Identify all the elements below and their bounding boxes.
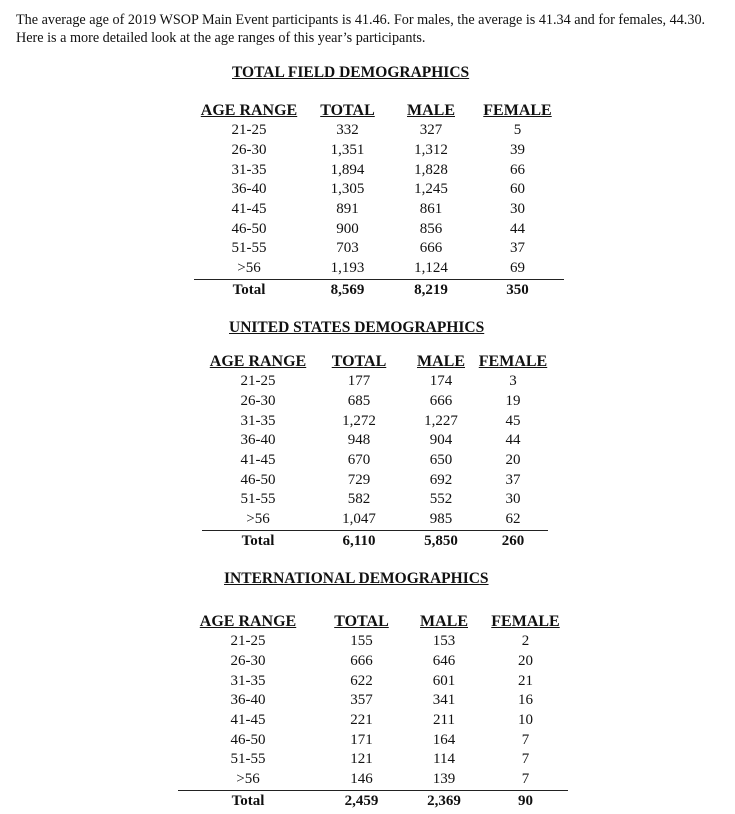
table-cell: 552 bbox=[429, 491, 453, 508]
table-cell: 3 bbox=[509, 373, 517, 390]
table-cell: 1,193 bbox=[304, 259, 391, 279]
table-row bbox=[194, 141, 564, 161]
table-cell: 45 bbox=[505, 412, 521, 429]
table-cell: 861 bbox=[419, 201, 443, 218]
table-cell: 37 bbox=[505, 471, 521, 488]
table-cell: 69 bbox=[471, 259, 564, 279]
table-cell: 44 bbox=[505, 432, 521, 449]
table-row bbox=[194, 200, 564, 220]
column-header: MALE bbox=[420, 612, 468, 630]
header-row bbox=[178, 611, 568, 632]
table-cell: 41-45 bbox=[240, 452, 276, 469]
table-row bbox=[178, 750, 568, 770]
table-cell: 856 bbox=[419, 220, 443, 237]
united-states-table bbox=[202, 351, 548, 552]
table-cell: 177 bbox=[347, 373, 371, 390]
column-header: AGE RANGE bbox=[200, 101, 298, 119]
table-row bbox=[202, 392, 548, 412]
international-table bbox=[178, 611, 568, 812]
table-cell: 1,227 bbox=[424, 412, 458, 429]
table-cell: 21 bbox=[518, 672, 533, 689]
table-row bbox=[178, 671, 568, 691]
total-field-title: TOTAL FIELD DEMOGRAPHICS bbox=[232, 64, 470, 81]
table-cell: 5 bbox=[513, 122, 522, 139]
total-cell: Total bbox=[232, 281, 266, 298]
table-cell: 670 bbox=[347, 452, 371, 469]
international-title: INTERNATIONAL DEMOGRAPHICS bbox=[224, 570, 489, 587]
table-cell: 729 bbox=[347, 471, 371, 488]
header-row bbox=[194, 100, 564, 121]
table-row bbox=[178, 770, 568, 790]
total-cell: 2,459 bbox=[344, 792, 379, 809]
table-cell: 1,828 bbox=[414, 161, 448, 178]
table-cell: 26-30 bbox=[240, 393, 276, 410]
total-cell: 6,110 bbox=[342, 532, 376, 549]
table-cell: 211 bbox=[433, 712, 455, 729]
total-cell: Total bbox=[231, 792, 265, 809]
table-cell: 146 bbox=[318, 770, 405, 790]
total-row bbox=[202, 530, 548, 552]
table-cell: 41-45 bbox=[230, 712, 266, 729]
table-cell: 171 bbox=[350, 731, 373, 748]
column-header: MALE bbox=[407, 101, 455, 119]
total-cell: 2,369 bbox=[427, 792, 461, 809]
table-cell: 30 bbox=[505, 491, 521, 508]
column-header: TOTAL bbox=[320, 101, 375, 119]
table-cell: 41-45 bbox=[231, 201, 267, 218]
table-cell: 31-35 bbox=[240, 412, 276, 429]
table-cell: 153 bbox=[432, 633, 456, 650]
table-cell: 21-25 bbox=[230, 633, 266, 650]
table-cell: 948 bbox=[347, 432, 371, 449]
table-cell: 39 bbox=[510, 142, 525, 159]
table-row bbox=[194, 239, 564, 259]
table-cell: 666 bbox=[419, 240, 443, 257]
table-cell: 666 bbox=[350, 653, 373, 670]
table-cell: 7 bbox=[521, 751, 530, 768]
table-cell: 36-40 bbox=[230, 692, 266, 709]
table-cell: 985 bbox=[404, 510, 478, 530]
table-cell: 174 bbox=[429, 373, 453, 390]
table-row bbox=[178, 691, 568, 711]
header-row bbox=[202, 351, 548, 372]
table-cell: 66 bbox=[510, 161, 525, 178]
total-field-table bbox=[194, 100, 564, 301]
table-cell: 26-30 bbox=[230, 653, 266, 670]
table-cell: 7 bbox=[483, 770, 568, 790]
table-row bbox=[194, 160, 564, 180]
total-cell: 5,850 bbox=[424, 532, 458, 549]
intro-paragraph: The average age of 2019 WSOP Main Event participants is 41.46. For males, the average is 41.34 and for females, 44.30. Here is a more detailed look at the age ranges of this year’s participants. bbox=[16, 12, 706, 46]
table-cell: >56 bbox=[202, 510, 314, 530]
table-cell: 1,312 bbox=[414, 142, 448, 159]
total-cell: 8,219 bbox=[414, 281, 448, 298]
table-cell: 10 bbox=[518, 712, 533, 729]
table-row bbox=[178, 711, 568, 731]
table-cell: 20 bbox=[518, 653, 533, 670]
table-row bbox=[194, 180, 564, 200]
table-cell: 46-50 bbox=[240, 471, 276, 488]
table-cell: 900 bbox=[336, 220, 359, 237]
table-cell: 51-55 bbox=[231, 240, 267, 257]
column-header: FEMALE bbox=[491, 612, 560, 630]
table-cell: 650 bbox=[429, 452, 453, 469]
table-cell: 51-55 bbox=[230, 751, 266, 768]
table-cell: 1,272 bbox=[342, 412, 376, 429]
table-cell: 19 bbox=[505, 393, 521, 410]
table-cell: 30 bbox=[510, 201, 525, 218]
table-cell: 666 bbox=[429, 393, 453, 410]
table-cell: 221 bbox=[350, 712, 373, 729]
table-cell: 20 bbox=[505, 452, 521, 469]
table-cell: 703 bbox=[336, 240, 359, 257]
table-cell: 114 bbox=[433, 751, 455, 768]
table-row bbox=[194, 259, 564, 279]
column-header: MALE bbox=[417, 352, 465, 370]
table-row bbox=[194, 219, 564, 239]
total-cell: 90 bbox=[518, 792, 533, 809]
table-cell: 26-30 bbox=[231, 142, 267, 159]
column-header: FEMALE bbox=[483, 101, 552, 119]
total-cell: 8,569 bbox=[330, 281, 365, 298]
united-states-title: UNITED STATES DEMOGRAPHICS bbox=[229, 319, 485, 336]
table-cell: 327 bbox=[419, 122, 443, 139]
table-cell: 1,351 bbox=[330, 142, 365, 159]
table-cell: 51-55 bbox=[240, 491, 276, 508]
table-cell: 357 bbox=[350, 692, 373, 709]
table-cell: 1,047 bbox=[314, 510, 404, 530]
table-row bbox=[202, 470, 548, 490]
table-row bbox=[202, 451, 548, 471]
table-row bbox=[194, 121, 564, 141]
table-cell: 139 bbox=[405, 770, 483, 790]
total-row bbox=[178, 790, 568, 812]
table-cell: 622 bbox=[350, 672, 373, 689]
table-cell: 31-35 bbox=[231, 161, 267, 178]
table-cell: 36-40 bbox=[231, 181, 267, 198]
table-cell: 164 bbox=[432, 731, 456, 748]
table-cell: 155 bbox=[350, 633, 373, 650]
table-cell: 646 bbox=[432, 653, 456, 670]
table-cell: 2 bbox=[521, 633, 530, 650]
table-cell: 21-25 bbox=[231, 122, 267, 139]
table-cell: 1,245 bbox=[414, 181, 448, 198]
column-header: AGE RANGE bbox=[209, 352, 307, 370]
table-cell: 44 bbox=[510, 220, 525, 237]
table-cell: >56 bbox=[178, 770, 318, 790]
table-row bbox=[178, 730, 568, 750]
table-cell: 121 bbox=[350, 751, 373, 768]
table-cell: >56 bbox=[194, 259, 304, 279]
column-header: TOTAL bbox=[334, 612, 389, 630]
column-header: TOTAL bbox=[331, 352, 387, 370]
table-cell: 62 bbox=[478, 510, 548, 530]
table-cell: 7 bbox=[521, 731, 530, 748]
table-row bbox=[178, 632, 568, 652]
table-cell: 891 bbox=[336, 201, 359, 218]
table-row bbox=[202, 510, 548, 530]
table-cell: 341 bbox=[432, 692, 456, 709]
table-row bbox=[202, 490, 548, 510]
table-cell: 31-35 bbox=[230, 672, 266, 689]
table-row bbox=[178, 652, 568, 672]
table-cell: 692 bbox=[429, 471, 453, 488]
table-cell: 1,305 bbox=[330, 181, 365, 198]
table-row bbox=[202, 372, 548, 392]
table-cell: 1,894 bbox=[330, 161, 365, 178]
table-row bbox=[202, 431, 548, 451]
total-cell: 260 bbox=[501, 532, 525, 549]
table-cell: 601 bbox=[432, 672, 456, 689]
table-cell: 332 bbox=[336, 122, 359, 139]
table-cell: 904 bbox=[429, 432, 453, 449]
table-cell: 685 bbox=[347, 393, 371, 410]
table-cell: 37 bbox=[510, 240, 525, 257]
table-cell: 60 bbox=[510, 181, 525, 198]
total-cell: 350 bbox=[506, 281, 529, 298]
total-row bbox=[194, 279, 564, 301]
table-cell: 1,124 bbox=[391, 259, 471, 279]
column-header: AGE RANGE bbox=[199, 612, 297, 630]
table-cell: 582 bbox=[347, 491, 371, 508]
table-cell: 46-50 bbox=[230, 731, 266, 748]
table-row bbox=[202, 411, 548, 431]
table-cell: 46-50 bbox=[231, 220, 267, 237]
column-header: FEMALE bbox=[478, 352, 548, 370]
table-cell: 36-40 bbox=[240, 432, 276, 449]
total-cell: Total bbox=[241, 532, 275, 549]
table-cell: 21-25 bbox=[240, 373, 276, 390]
table-cell: 16 bbox=[518, 692, 533, 709]
